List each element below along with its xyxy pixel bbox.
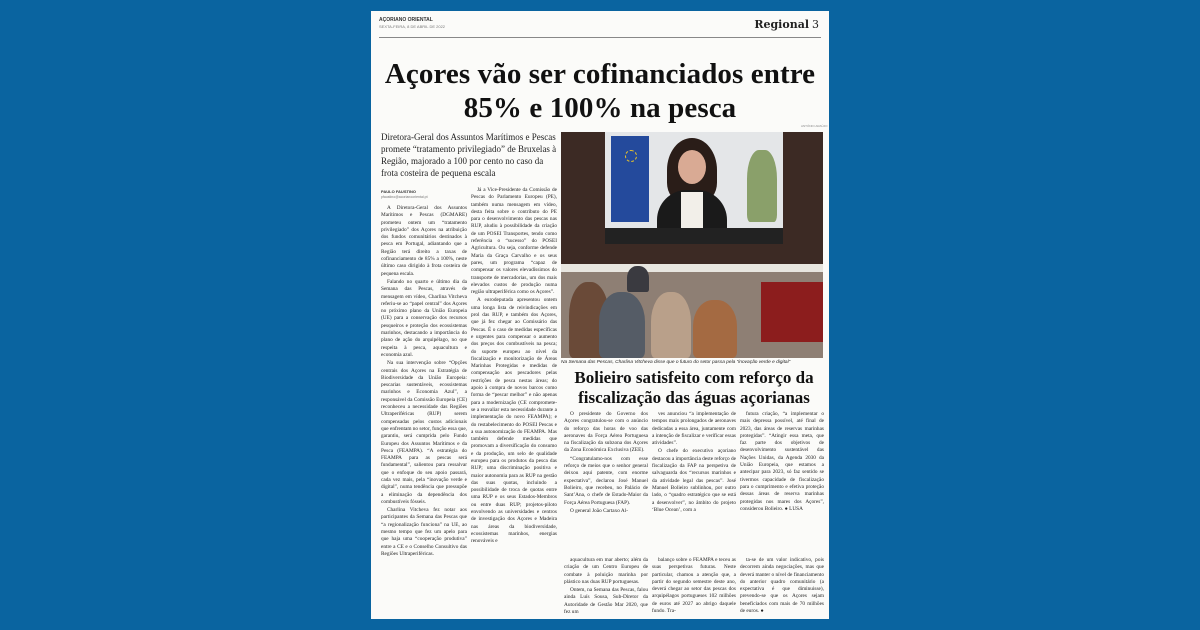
article-column-2: [471, 187, 557, 617]
section-label: Regional: [754, 18, 809, 31]
paragraph: O general João Cartaxo Al-: [570, 507, 628, 514]
publication-name: AÇORIANO ORIENTAL: [379, 17, 433, 23]
article-photo: [561, 132, 823, 358]
paragraph: ta-se de um valor indicativo, pois decorrem ainda negociações, mas que deverá manter o nível de financiamento do anterior quadro comunitário (a expectativa é que diminuisse), prevendo-se que os Açores sejam beneficiados com mais de 70 milhões de euros. ●: [740, 557, 824, 615]
audience-member: [599, 292, 645, 358]
article-column-1: [381, 205, 467, 617]
paragraph: O presidente do Governo dos Açores congratulou-se com o anúncio do reforço das horas de voo das aeronaves da Força Aérea Portuguesa na fiscalização da subzona dos Açores da Zona Económica Exclusiva (ZEE).: [564, 411, 648, 454]
plant-icon: [747, 150, 777, 222]
photo-caption: Na Semana das Pescas, Charlina Vitcheva disse que o futuro do setor passa pela “inovação verde e digital”: [561, 360, 791, 365]
sub-headline: Bolieiro satisfeito com reforço da fiscalização das águas açorianas: [574, 368, 814, 407]
eu-flag-icon: [611, 136, 649, 222]
paragraph: A eurodeputada apresentou ontem uma longa lista de reivindicações em prol das RUP, e também dos Açores, que já fez chegar ao Comissário das Pescas. É o caso de medidas específicas e urgentes para compensar o aumento dos preços dos combustíveis na pesca; do suporte europeu ao nível da fiscalização e monitorização de Áreas Marinhas Protegidas e medidas de compensação aos pescadores pelas restrições de pesca nestas áreas; do apoio à compra de novos barcos como forma de “pescar melhor” e não apenas para a modernização (CE compromete-se a reavaliar esta necessidade durante a implementação do novo FEAMPA); e do restabelecimento do POSEI Pescas e a sua autonomização do FEAMPA. Mas também defende medidas que promovam a diversificação do consumo e da produção, um selo de qualidade europeu para os produtos da pesca das RUP; uma discriminação positiva e maior autonomia para as RUP na gestão das suas quotas, incluindo a possibilidade de troca de quotas entre uma RUP e os seus Estados-Membros ou entre duas RUP; projetos-piloto envolvendo as universidades e centros de investigação dos Açores e Madeira nas áreas da biodiversidade, ecossistemas marinhos, energias renováveis e: [471, 297, 557, 545]
article-headline: Açores vão ser cofinanciados entre 85% e 100% na pesca: [384, 58, 816, 124]
speaker-shirt: [681, 192, 703, 228]
eu-stars: [625, 150, 637, 162]
wall-panel: [561, 264, 823, 272]
paragraph: Já a Vice-Presidente da Comissão de Pescas do Parlamento Europeu (PE), também numa mensagem em vídeo, desta feita sobre o contributo do PE para o desenvolvimento das pescas nas RUP, aludiu à possibilidade da criação de um POSEI Transportes, tendo como referência o “sucesso” do POSEI Agricultura. Ou seja, conforme defende Maria da Graça Carvalho e os seus pares, um programa “capaz de compensar os valores elevadíssimos do transporte de mercadorias, um dos mais elevados custos de produção numa região ultraperiférica como os Açores”.: [471, 187, 557, 296]
newspaper-page: [371, 11, 829, 619]
photo-credit: ANTÓNIO ARAÚJO: [801, 124, 828, 128]
paragraph: “Congratulamo-nos com esse reforço de meios que o senhor general deixou aqui patente, com enorme expectativa”, declarou José Manuel Bolieiro, que recebeu, no Palácio de Sant’Ana, o chefe de Estado-Maior da Força Aérea Portuguesa (FAP).: [564, 455, 648, 506]
audience-member: [651, 292, 691, 358]
continuation-column-3: [652, 557, 736, 617]
paragraph: futura criação, “a implementar o mais depressa possível, até final de 2023, das áreas de reservas marinhas protegidas”. “Atingir essa meta, que faz parte dos objetivos de desenvolvimento sustentável das Nações Unidas, da Agenda 2030 da União Europeia, que estamos a antecipar para 2023, só faz sentido se tivermos capacidade de fiscalização para o cumprimento e efetiva proteção dessas áreas de reserva marinhas protegidas nos mares dos Açores”, considerou Bolieiro. ● LUSA: [740, 411, 824, 512]
continuation-column-2: [564, 557, 648, 617]
paragraph: aquacultura em mar aberto; além da criação de um Centro Europeu de combate à poluição marinha por plástico nas duas RUP portuguesas.: [564, 557, 648, 585]
screen-base: [605, 228, 783, 244]
masthead: [379, 15, 821, 38]
page-number: 3: [812, 18, 819, 31]
sub-column-3: [740, 411, 824, 551]
paragraph: Charlina Vitcheva fez notar aos participantes da Semana das Pescas que “a regionalização funciona” na UE, ao mesmo tempo que fez um apelo para que haja uma “cooperação produtiva” entre a CE e o Conselho Consultivo das Regiões Ultraperiféricas.: [381, 507, 467, 557]
sub-column-2: [652, 411, 736, 551]
paragraph: Na sua intervenção sobre “Opções centrais dos Açores na Estratégia de Biodiversidade da União Europeia: pescarias sustentáveis, ecossistemas marinhos e Economia Azul”, a responsável da Comissão Europeia (CE) reconheceu a necessidade das Regiões Ultraperiféricas (RUP) serem compensadas pelos custos adicionais que enfrentam no setor, função essa que, garantiu, será cumprida pelo Fundo Europeu dos Assuntos Marítimos e da Pesca (FEAMPA). “A estratégia do FEAMPA para as pescas será fundamental”, salientou para ressalvar que o enfoque do seu apoio passará, cada vez mais, pela “inovação verde e digital”, numa tendência que pressupõe a eliminação da dependência dos combustíveis fósseis.: [381, 360, 467, 505]
paragraph: balanço sobre o FEAMPA e teceu as suas perspetivas futuras. Neste particular, chamou a atenção que, a partir do segundo semestre deste ano, deverá chegar ao setor das pescas dos arquipélagos portugueses 102 milhões de euros até 2027 ao abrigo daquele fundo. Tra-: [652, 557, 736, 615]
red-seats: [761, 282, 823, 342]
byline-author: PAULO FAUSTINO: [381, 189, 417, 194]
audience-member: [627, 266, 649, 292]
paragraph: Ontem, na Semana das Pescas, falou ainda Luís Sousa, Sub-Diretor da Autoridade de Gestão Mar 2020, que fez um: [564, 587, 648, 616]
video-screen: [605, 132, 783, 228]
audience-member: [693, 300, 737, 358]
paragraph: O chefe do executivo açoriano destacou a importância deste reforço de fiscalização da FAP na perspetiva de salvaguarda dos “recursos marinhos e da atividade legal das pescas”. José Manuel Bolieiro sublinhou, por outro lado, o “quadro estratégico que se está a desenvolver”, no âmbito do projeto ‘Blue Ocean’, com a: [652, 448, 736, 513]
article-lead: Diretora-Geral dos Assuntos Marítimos e Pescas promete “tratamento privilegiado” de Bruxelas à Região, majorado a 100 por cento no caso da frota costeira de pequena escala: [381, 132, 557, 178]
paragraph: ves anunciou “a implementação de tempos mais prolongados de aeronaves dedicadas a essa área, juntamente com a intenção de fiscalizar e verificar essas atividades”.: [652, 411, 736, 447]
paragraph: A Diretora-Geral dos Assuntos Marítimos e Pescas (DGMARE) prometeu ontem um “tratamento privilegiado” dos Açores na atribuição dos fundos comunitários destinados à pesca em Portugal, adiantando que a Região terá direito a taxas de cofinanciamento de 85% a 100%, neste último caso dirigido à frota costeira de pequena escala.: [381, 205, 467, 277]
continuation-column-4: [740, 557, 824, 617]
speaker-face: [678, 150, 706, 184]
sub-column-1: [564, 411, 648, 551]
byline-email: pfaustino@acorianooriental.pt: [381, 195, 428, 199]
paragraph: Falando no quarto e último dia da Semana das Pescas, através de mensagem em vídeo, Charlina Vitcheva referiu-se ao “papel central” dos Açores no próximo plano da União Europeia (UE) para a conservação dos recursos pesqueiros e proteção dos ecossistemas marinhos, destacando a importância do plano de ação do arquipélago, no que respeita à pesca, aquacultura e economia azul.: [381, 278, 467, 358]
publication-date: SEXTA-FEIRA, 8 DE ABRIL DE 2022: [379, 24, 446, 29]
